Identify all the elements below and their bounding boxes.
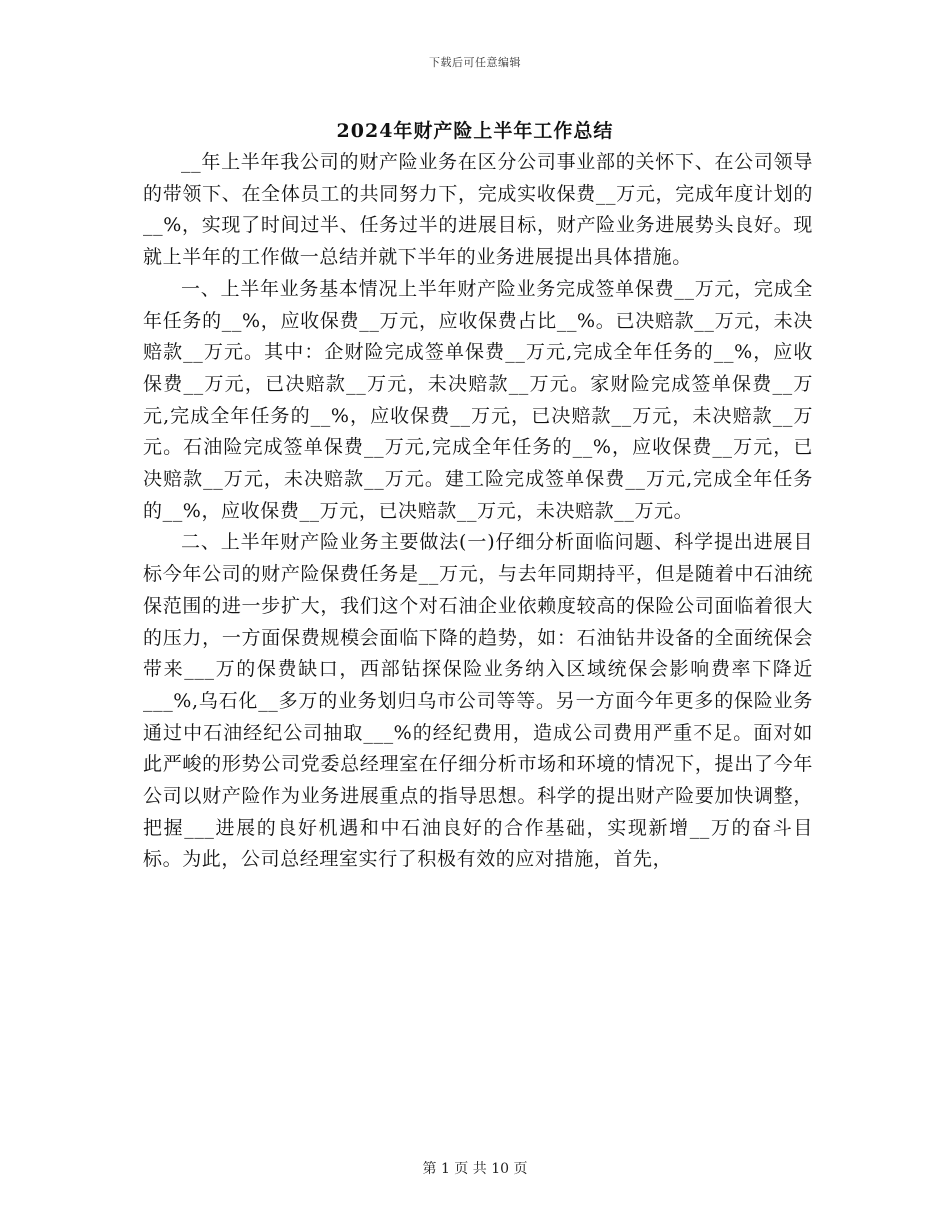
paragraph-section-1: 一、上半年业务基本情况上半年财产险业务完成签单保费__万元，完成全年任务的__%，应收保费__万元，应收保费占比__%。已决赔款__万元，未决赔款__万元。其中：企财险完成签单保费__万元,完成全年任务的__%，应收保费__万元，已决赔款__万元，未决赔款__万元。家财险完成签单保费__万元,完成全年任务的__%，应收保费__万元，已决赔款__万元，未决赔款__万元。石油险完成签单保费__万元,完成全年任务的__%，应收保费__万元，已决赔款__万元，未决赔款__万元。建工险完成签单保费__万元,完成全年任务的__%，应收保费__万元，已决赔款__万元，未决赔款__万元。 [143,277,813,522]
document-body [143,147,813,876]
paragraph-section-2: 二、上半年财产险业务主要做法(一)仔细分析面临问题、科学提出进展目标今年公司的财产险保费任务是__万元，与去年同期持平，但是随着中石油统保范围的进一步扩大，我们这个对石油企业依赖度较高的保险公司面临着很大的压力，一方面保费规模会面临下降的趋势，如：石油钻井设备的全面统保会带来___万的保费缺口，西部钻探保险业务纳入区域统保会影响费率下降近___%,乌石化__多万的业务划归乌市公司等等。另一方面今年更多的保险业务通过中石油经纪公司抽取___%的经纪费用，造成公司费用严重不足。面对如此严峻的形势公司党委总经理室在仔细分析市场和环境的情况下，提出了今年公司以财产险作为业务进展重点的指导思想。科学的提出财产险要加快调整，把握___进展的良好机遇和中石油良好的合作基础，实现新增__万的奋斗目标。为此，公司总经理室实行了积极有效的应对措施，首先， [143,531,813,871]
document-title: 2024年财产险上半年工作总结 [336,120,614,142]
paragraph-intro: __年上半年我公司的财产险业务在区分公司事业部的关怀下、在公司领导的带领下、在全体员工的共同努力下，完成实收保费__万元，完成年度计划的__%，实现了时间过半、任务过半的进展目标，财产险业务进展势头良好。现就上半年的工作做一总结并就下半年的业务进展提出具体措施。 [143,151,813,269]
page-number: 第 1 页 共 10 页 [422,1161,528,1177]
header-note: 下载后可任意编辑 [429,56,521,69]
